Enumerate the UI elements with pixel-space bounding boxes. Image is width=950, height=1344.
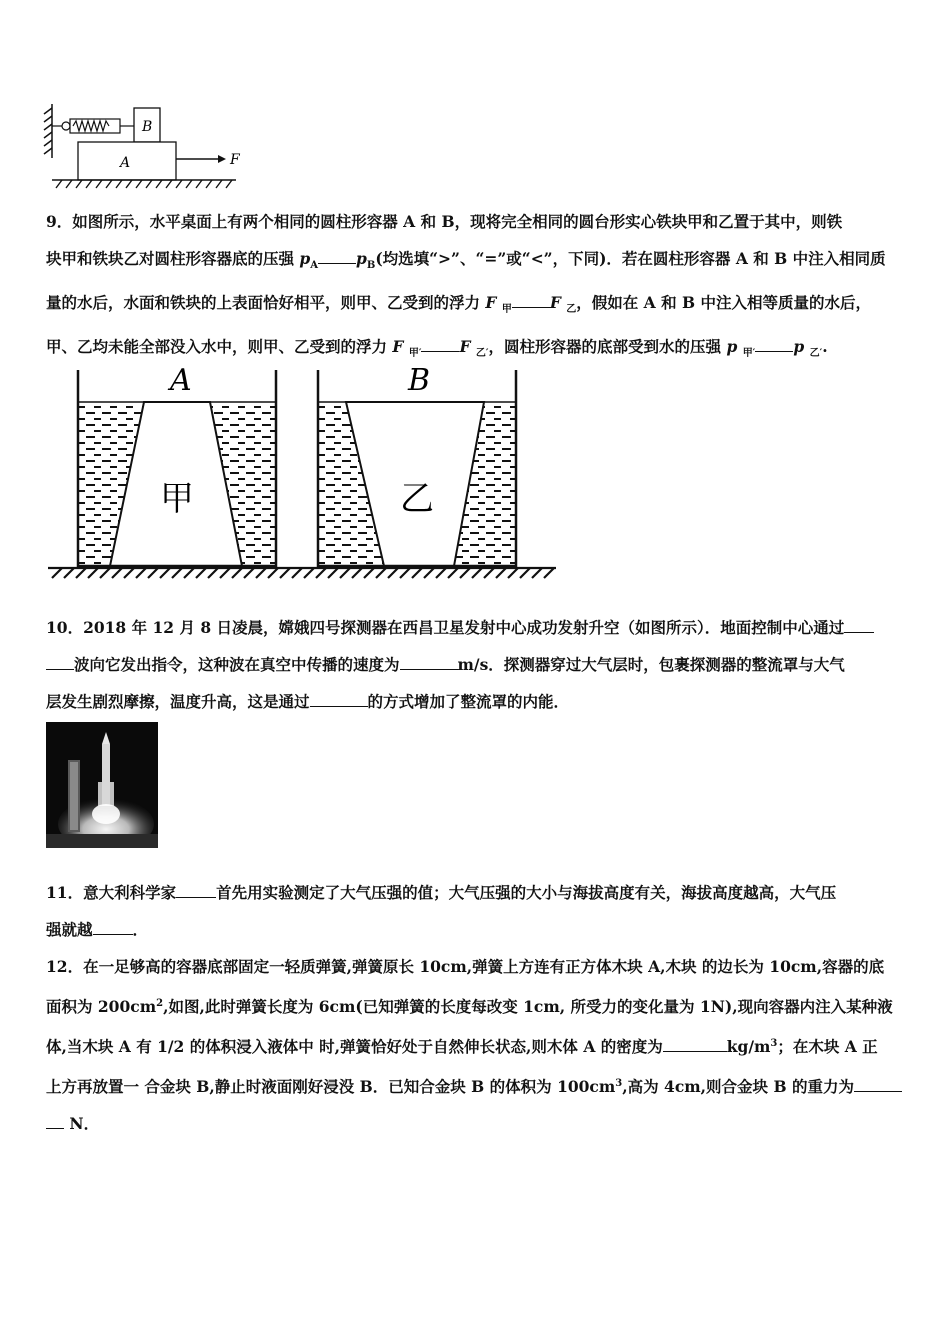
q9-line-4: 甲、乙均未能全部没入水中，则甲、乙受到的浮力 F $_{甲'}$ F $_{乙'}$，圆柱形容器的底部受到水的压强 p $_{甲'}$ p $_{乙'}$. xyxy=(46,337,828,360)
answer-blank[interactable] xyxy=(663,1035,727,1052)
answer-blank[interactable] xyxy=(46,1112,64,1129)
answer-blank[interactable] xyxy=(93,918,133,935)
answer-blank[interactable] xyxy=(176,881,216,898)
answer-blank[interactable] xyxy=(854,1075,902,1092)
label-container-B: B xyxy=(408,363,431,398)
table-surface xyxy=(48,568,556,578)
container-B xyxy=(318,363,516,566)
answer-blank[interactable] xyxy=(844,616,874,633)
answer-blank[interactable] xyxy=(318,247,356,264)
answer-blank[interactable] xyxy=(400,653,458,670)
question-9 xyxy=(46,203,906,372)
answer-blank[interactable] xyxy=(755,335,793,352)
question-11 xyxy=(46,874,906,948)
label-jia: 甲 xyxy=(160,479,194,519)
figure-containers xyxy=(44,356,560,586)
q12-line-2: 面积为 $200cm^2$,如图,此时弹簧长度为 6cm(已知弹簧的长度每改变 1cm, 所受力的变化量为 1N),现向容器内注入某种液 xyxy=(46,997,893,1017)
q12-line-4: 上方再放置一 合金块 B,静止时液面刚好浸没 B．已知合金块 B 的体积为 $100cm^3$,高为 4cm,则合金块 B 的重力为 xyxy=(46,1065,906,1105)
ground xyxy=(52,180,236,188)
q9-line-3: 量的水后，水面和铁块的上表面恰好相平，则甲、乙受到的浮力 F $_甲$ F $_乙$，假如在 A 和 B 中注入相等质量的水后， xyxy=(46,293,871,316)
answer-blank[interactable] xyxy=(421,335,459,352)
spring-scale xyxy=(52,119,134,133)
rocket-launch-photo xyxy=(46,722,158,848)
question-10 xyxy=(46,609,906,720)
q9-line-2: 块甲和铁块乙对圆柱形容器底的压强 $p_A$ $p_B$(均选填“>”、“=”或“<”，下同)．若在圆柱形容器 A 和 B 中注入相同质 xyxy=(46,249,886,272)
figure-spring-blocks xyxy=(40,100,250,192)
label-container-A: A xyxy=(170,363,192,398)
q10-line-3: 层发生剧烈摩擦，温度升高，这是通过 的方式增加了整流罩的内能． xyxy=(46,692,570,711)
q9-line-1: 9．如图所示，水平桌面上有两个相同的圆柱形容器 A 和 B，现将完全相同的圆台形实心铁块甲和乙置于其中，则铁 xyxy=(46,212,843,231)
q12-line-5: N． xyxy=(46,1105,906,1142)
label-yi: 乙 xyxy=(400,479,434,519)
answer-blank[interactable] xyxy=(46,653,74,670)
q12-line-1: 12．在一足够高的容器底部固定一轻质弹簧,弹簧原长 10cm,弹簧上方连有正方体木块 A,木块 的边长为 10cm,容器的底 xyxy=(46,957,885,976)
label-A: A xyxy=(120,155,131,171)
wall xyxy=(44,104,52,158)
label-B: B xyxy=(142,119,153,135)
force-arrow xyxy=(176,155,226,163)
q10-line-2: 波向它发出指令，这种波在真空中传播的速度为 m/s．探测器穿过大气层时，包裹探测器的整流罩与大气 xyxy=(46,646,906,683)
q11-line-1: 11．意大利科学家 首先用实验测定了大气压强的值；大气压强的大小与海拔高度有关，海拔高度越高，大气压 xyxy=(46,883,837,902)
answer-blank[interactable] xyxy=(512,291,550,308)
q10-line-1: 10．2018 年 12 月 8 日凌晨，嫦娥四号探测器在西昌卫星发射中心成功发射升空（如图所示）．地面控制中心通过 xyxy=(46,609,906,646)
rocket-icon xyxy=(46,722,158,848)
container-A xyxy=(78,363,276,566)
q12-line-3: 体,当木块 A 有 1/2 的体积浸入液体中 时,弹簧恰好处于自然伸长状态,则木体 A 的密度为 $kg/m^3$；在木块 A 正 xyxy=(46,1037,878,1057)
label-F: F xyxy=(230,152,240,168)
answer-blank[interactable] xyxy=(310,690,368,707)
question-12 xyxy=(46,948,906,1142)
q11-line-2: 强就越 ． xyxy=(46,920,149,939)
